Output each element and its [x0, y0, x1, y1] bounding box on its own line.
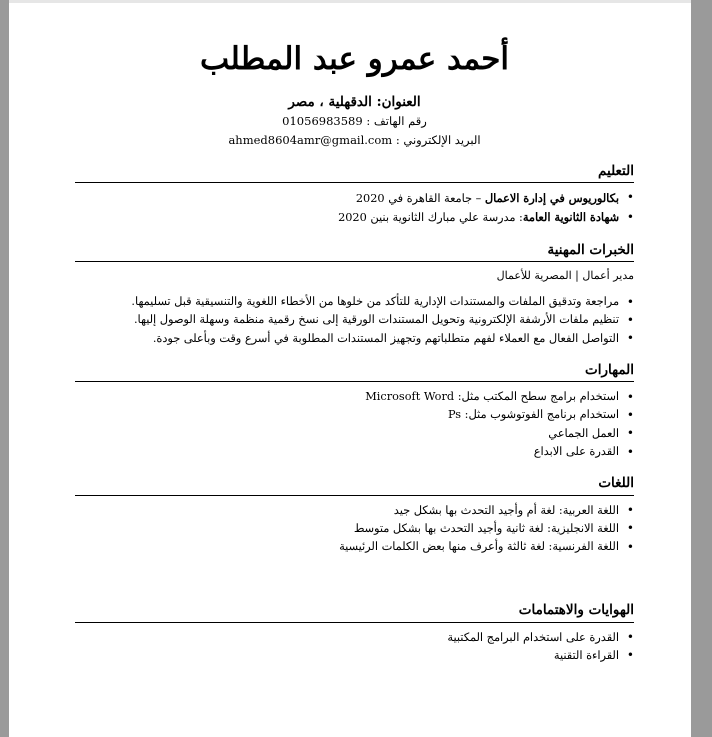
- list-item-text: اللغة العربية: لغة أم وأجيد التحدث بها بشكل جيد: [393, 503, 619, 517]
- document-page: [9, 0, 691, 737]
- list-item-text: : مدرسة علي مبارك الثانوية بنين 2020: [338, 211, 523, 225]
- list-item-text: العمل الجماعي: [548, 426, 619, 440]
- contact-phone-label: رقم الهاتف :: [366, 114, 427, 129]
- section-divider-experience: [75, 261, 634, 262]
- experience-list: [75, 293, 634, 348]
- section-divider-languages: [75, 495, 634, 496]
- section-experience: [75, 242, 634, 348]
- list-item: [75, 388, 634, 406]
- list-item-text: القدرة على الابداع: [533, 445, 619, 459]
- list-item-text: – جامعة القاهرة في 2020: [355, 191, 485, 205]
- section-title-languages: اللغات: [598, 475, 634, 492]
- list-item-text: استخدام برنامج الفوتوشوب مثل: Ps: [447, 408, 619, 422]
- list-item-text: مراجعة وتدقيق الملفات والمستندات الإدارية للتأكد من خلوها من الأخطاء اللغوية والتنسيقية قبل تسليمها.: [131, 295, 619, 309]
- contact-address: العنوان: الدقهلية ، مصر: [288, 93, 421, 110]
- section-hobbies: [75, 602, 634, 665]
- list-item: [75, 189, 634, 208]
- skills-list: [75, 388, 634, 461]
- list-item-text: القدرة على استخدام البرامج المكتبية: [447, 630, 619, 644]
- section-divider-hobbies: [75, 622, 634, 623]
- list-item-text: تنظيم ملفات الأرشفة الإلكترونية وتحويل المستندات الورقية إلى نسخ رقمية منظمة وسهلة الوصول إليها.: [133, 313, 619, 327]
- contact-email-value: ahmed8604amr@gmail.com: [228, 133, 393, 148]
- contact-block: [75, 93, 634, 149]
- list-item: [75, 406, 634, 424]
- list-item-text: اللغة الفرنسية: لغة ثالثة وأعرف منها بعض الكلمات الرئيسية: [339, 540, 619, 554]
- education-list: [75, 189, 634, 228]
- languages-list: [75, 502, 634, 557]
- hobbies-list: [75, 629, 634, 666]
- section-divider-education: [75, 182, 634, 183]
- section-spacer: [75, 556, 634, 588]
- contact-phone-number: 01056983589: [282, 114, 363, 129]
- section-education: [75, 163, 634, 228]
- section-title-education: التعليم: [598, 162, 634, 179]
- list-item: [75, 538, 634, 556]
- section-title-skills: المهارات: [585, 361, 634, 378]
- list-item-lead: بكالوريوس في إدارة الاعمال: [484, 190, 619, 205]
- list-item-text: القراءة التقنية: [553, 648, 619, 662]
- section-title-experience: الخبرات المهنية: [547, 241, 634, 258]
- contact-email-label: البريد الإلكتروني :: [395, 133, 481, 148]
- list-item-lead: شهادة الثانوية العامة: [522, 210, 619, 225]
- page-content: [9, 3, 691, 737]
- section-divider-skills: [75, 381, 634, 382]
- section-title-hobbies: الهوايات والاهتمامات: [518, 602, 634, 619]
- list-item: [75, 311, 634, 329]
- list-item: [75, 502, 634, 520]
- contact-email: [75, 132, 634, 149]
- section-languages: [75, 475, 634, 556]
- list-item-text: التواصل الفعال مع العملاء لفهم متطلباتهم وتجهيز المستندات المطلوبة في أسرع وقت وبأعلى جودة.: [152, 331, 619, 345]
- list-item: [75, 647, 634, 665]
- page-title: أحمد عمرو عبد المطلب: [199, 41, 510, 77]
- list-item-text: اللغة الانجليزية: لغة ثانية وأجيد التحدث بها بشكل متوسط: [353, 521, 619, 535]
- list-item: [75, 425, 634, 443]
- list-item: [75, 629, 634, 647]
- list-item-text: استخدام برامج سطح المكتب مثل: Microsoft Word: [365, 390, 619, 404]
- section-skills: [75, 362, 634, 461]
- list-item: [75, 520, 634, 538]
- experience-job-line: مدير أعمال | المصرية للأعمال: [496, 268, 634, 282]
- list-item: [75, 208, 634, 227]
- list-item: [75, 443, 634, 461]
- list-item: [75, 293, 634, 311]
- contact-phone: [75, 113, 634, 130]
- list-item: [75, 330, 634, 348]
